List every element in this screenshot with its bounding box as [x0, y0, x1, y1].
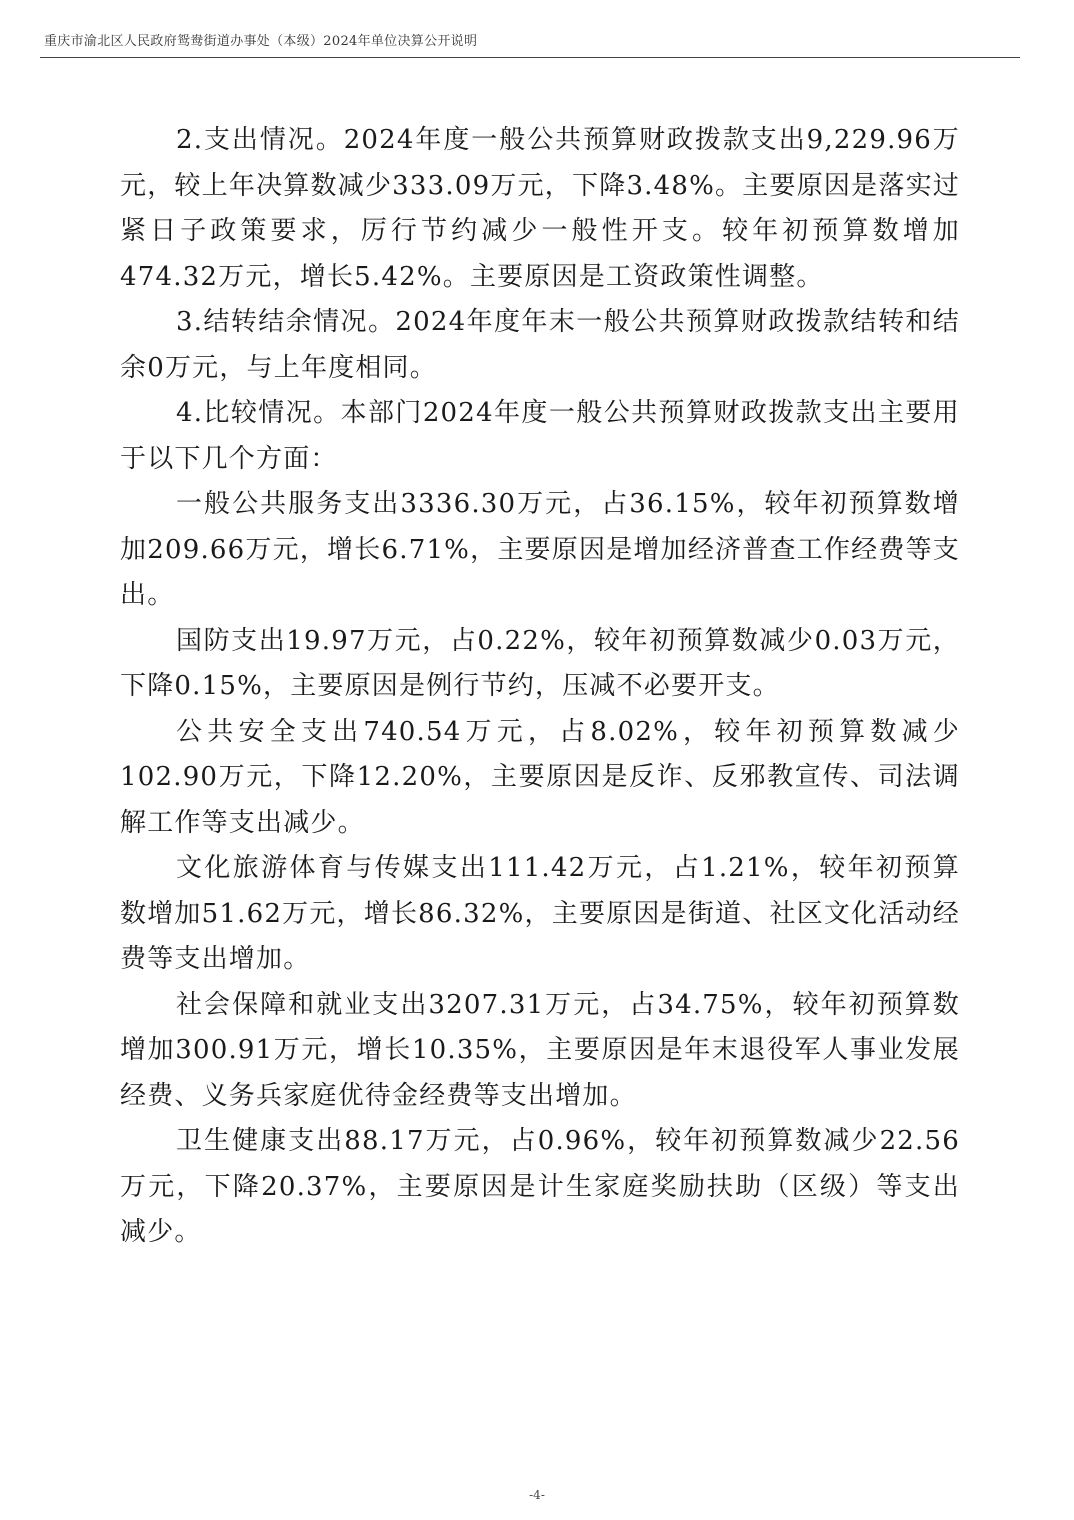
paragraph-culture-tourism: 文化旅游体育与传媒支出111.42万元，占1.21%，较年初预算数增加51.62万元，增长86.32%，主要原因是街道、社区文化活动经费等支出增加。: [120, 853, 960, 974]
paragraph-health: 卫生健康支出88.17万元，占0.96%，较年初预算数减少22.56万元，下降20.37%，主要原因是计生家庭奖励扶助（区级）等支出减少。: [120, 1126, 960, 1247]
paragraph-national-defense: 国防支出19.97万元，占0.22%，较年初预算数减少0.03万元，下降0.15%，主要原因是例行节约，压减不必要开支。: [120, 625, 960, 701]
paragraph-public-security: 公共安全支出740.54万元，占8.02%，较年初预算数减少102.90万元，下降12.20%，主要原因是反诈、反邪教宣传、司法调解工作等支出减少。: [120, 716, 960, 838]
page-number: -4-: [529, 1488, 545, 1502]
paragraph-comparison: 4.比较情况。本部门2024年度一般公共预算财政拨款支出主要用于以下几个方面：: [120, 398, 960, 474]
document-header: 重庆市渝北区人民政府鸳鸯街道办事处（本级）2024年单位决算公开说明: [44, 34, 478, 49]
paragraph-carryover: 3.结转结余情况。2024年度年末一般公共预算财政拨款结转和结余0万元，与上年度相同。: [120, 307, 960, 383]
paragraph-social-security: 社会保障和就业支出3207.31万元，占34.75%，较年初预算数增加300.91万元，增长10.35%，主要原因是年末退役军人事业发展经费、义务兵家庭优待金经费等支出增加。: [120, 989, 960, 1111]
header-divider: [40, 57, 1020, 58]
paragraph-expenditure: 2.支出情况。2024年度一般公共预算财政拨款支出9,229.96万元，较上年决算数减少333.09万元，下降3.48%。主要原因是落实过紧日子政策要求，厉行节约减少一般性开支。较年初预算数增加474.32万元，增长5.42%。主要原因是工资政策性调整。: [120, 125, 960, 292]
paragraph-general-public-services: 一般公共服务支出3336.30万元，占36.15%，较年初预算数增加209.66万元，增长6.71%，主要原因是增加经济普查工作经费等支出。: [120, 489, 960, 610]
document-body: [120, 118, 960, 1256]
